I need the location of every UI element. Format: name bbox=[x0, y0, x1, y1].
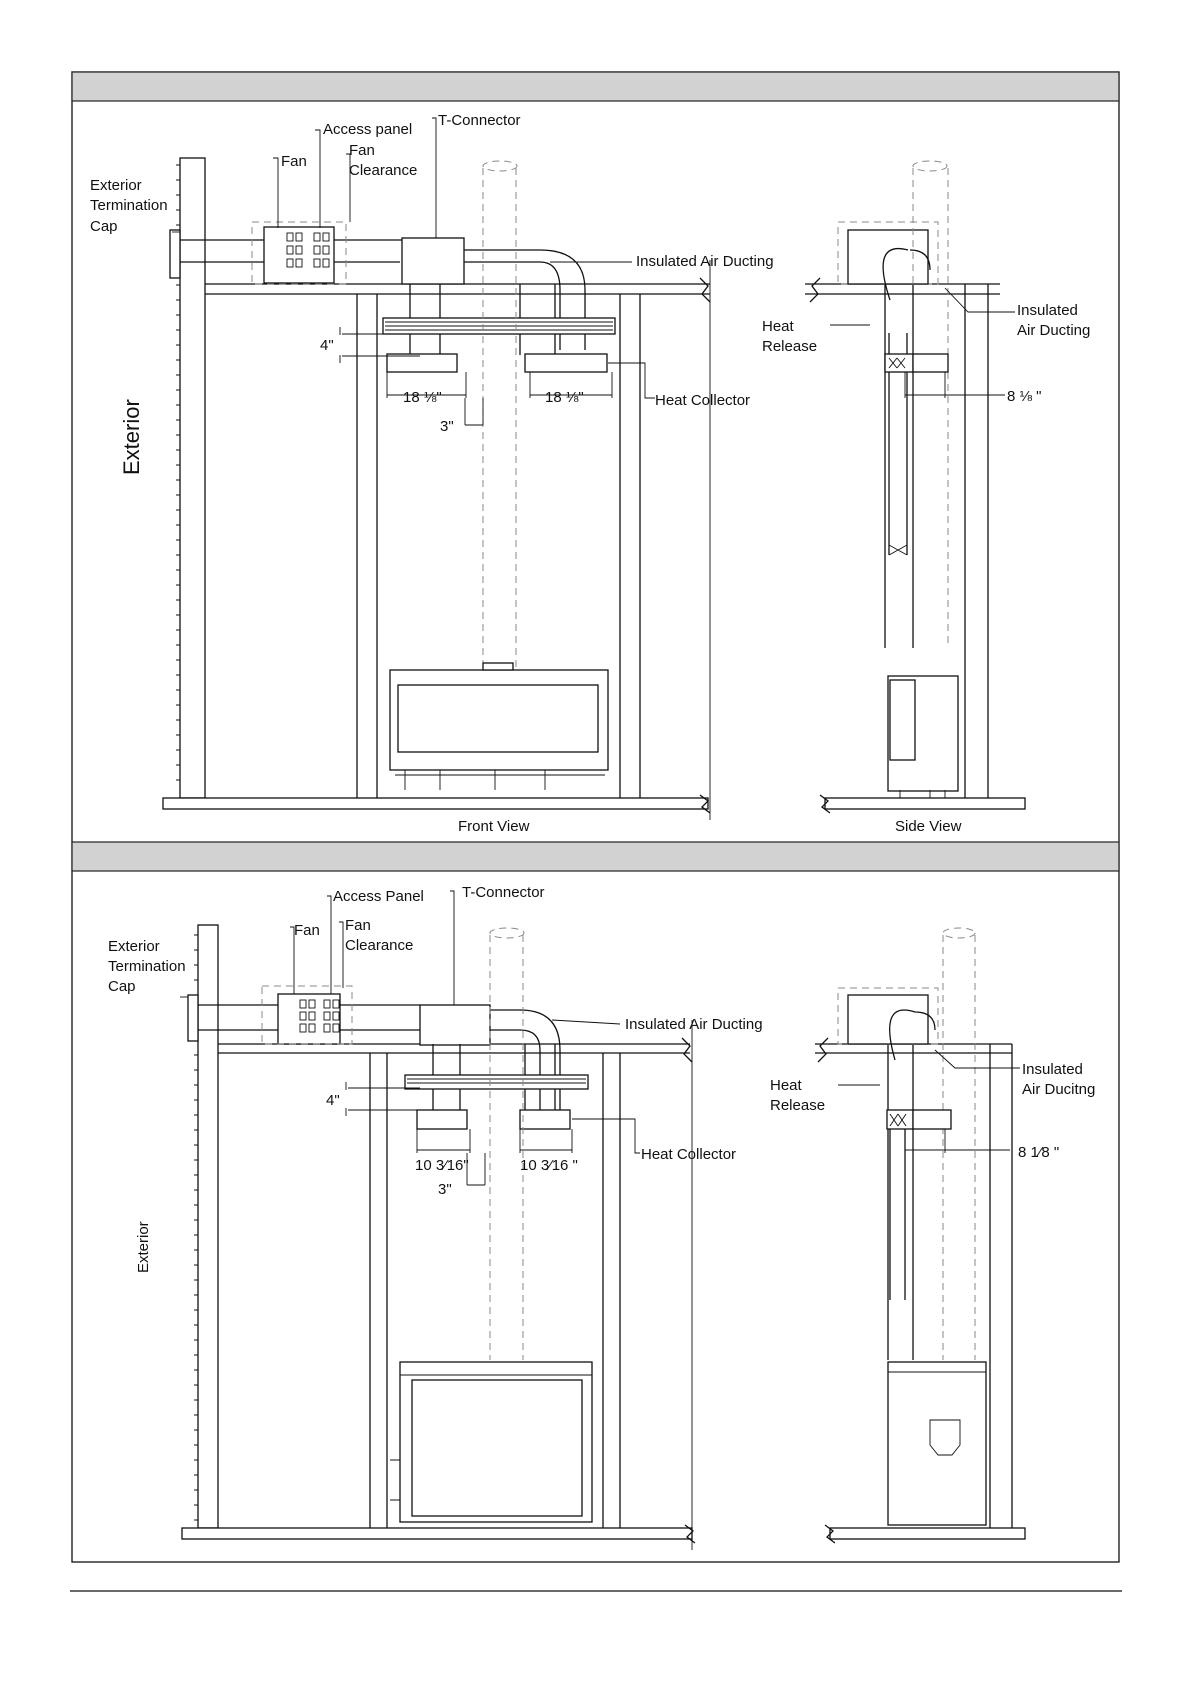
dim-label-gap: 4" bbox=[320, 337, 334, 354]
dim-label-collector-right-b: 10 3⁄16 " bbox=[520, 1157, 578, 1174]
label-insulated-air-ducting-side-2: Air Ducting bbox=[1017, 322, 1091, 339]
label-t-connector: T-Connector bbox=[438, 112, 521, 129]
label-side-view: Side View bbox=[895, 818, 962, 835]
t-connector bbox=[402, 238, 464, 284]
heat-collector-right bbox=[525, 354, 607, 372]
heat-collector-left-bottom bbox=[417, 1110, 467, 1129]
exterior-wall-bottom bbox=[198, 925, 218, 1528]
bottom-section-header-bar bbox=[72, 842, 1119, 871]
label-insulated-air-ducting-side-b1: Insulated bbox=[1022, 1061, 1083, 1078]
label-exterior-termination-cap-1: Exterior bbox=[90, 177, 142, 194]
dim-label-depth-b: 8 1⁄8 " bbox=[1018, 1144, 1060, 1161]
heat-collector-left bbox=[387, 354, 457, 372]
label-exterior-termination-cap-b3: Cap bbox=[108, 978, 136, 995]
bottom-front-view bbox=[182, 925, 695, 1550]
label-heat-release-b1: Heat bbox=[770, 1077, 802, 1094]
label-heat-collector-b: Heat Collector bbox=[641, 1146, 737, 1163]
insulated-air-duct-curve bbox=[464, 250, 585, 350]
dim-label-gap-b: 4" bbox=[326, 1092, 340, 1109]
diagram-frame bbox=[72, 72, 1119, 1562]
label-heat-release-2: Release bbox=[762, 338, 818, 355]
top-front-view bbox=[163, 158, 710, 820]
dim-label-collector-right: 18 ⅛" bbox=[545, 389, 584, 406]
bottom-side-view bbox=[815, 928, 1025, 1543]
label-t-connector-b: T-Connector bbox=[462, 884, 545, 901]
bottom-labels bbox=[108, 884, 1095, 1273]
label-heat-release-1: Heat bbox=[762, 318, 794, 335]
label-insulated-air-ducting: Insulated Air Ducting bbox=[636, 253, 774, 270]
label-fan-clearance-b1: Fan bbox=[345, 917, 371, 934]
fireplace-unit-bottom bbox=[400, 1362, 592, 1522]
label-exterior-termination-cap-2: Termination bbox=[90, 197, 168, 214]
fireplace-side-bottom bbox=[888, 1362, 986, 1525]
top-section-header-bar bbox=[72, 72, 1119, 101]
label-fan-b: Fan bbox=[294, 922, 320, 939]
t-connector-bottom bbox=[420, 1005, 490, 1045]
label-insulated-air-ducting-b: Insulated Air Ducting bbox=[625, 1016, 763, 1033]
exterior-wall bbox=[180, 158, 205, 798]
dim-label-offset-b: 3" bbox=[438, 1181, 452, 1198]
label-fan-clearance-b2: Clearance bbox=[345, 937, 414, 954]
label-fan-clearance-1: Fan bbox=[349, 142, 375, 159]
label-heat-release-b2: Release bbox=[770, 1097, 826, 1114]
label-exterior-termination-cap-b2: Termination bbox=[108, 958, 186, 975]
label-exterior-termination-cap-3: Cap bbox=[90, 218, 118, 235]
label-front-view: Front View bbox=[458, 818, 530, 835]
label-exterior: Exterior bbox=[119, 399, 144, 475]
label-fan-clearance-2: Clearance bbox=[349, 162, 418, 179]
label-exterior-b: Exterior bbox=[135, 1221, 152, 1273]
fan-box bbox=[264, 227, 334, 283]
label-fan: Fan bbox=[281, 153, 307, 170]
heat-collector-right-bottom bbox=[520, 1110, 570, 1129]
label-heat-collector: Heat Collector bbox=[655, 392, 751, 409]
dim-label-depth: 8 ⅛ " bbox=[1007, 388, 1042, 405]
dim-label-collector-left: 18 ⅛" bbox=[403, 389, 442, 406]
fireplace-side bbox=[888, 676, 958, 791]
exterior-termination-cap bbox=[170, 230, 180, 278]
label-insulated-air-ducting-side-b2: Air Ducitng bbox=[1022, 1081, 1096, 1098]
label-exterior-termination-cap-b1: Exterior bbox=[108, 938, 160, 955]
label-access-panel-b: Access Panel bbox=[333, 888, 424, 905]
label-access-panel: Access panel bbox=[323, 121, 413, 138]
label-insulated-air-ducting-side-1: Insulated bbox=[1017, 302, 1078, 319]
dim-label-collector-left-b: 10 3⁄16" bbox=[415, 1157, 469, 1174]
top-side-view bbox=[805, 161, 1025, 813]
exterior-termination-cap-bottom bbox=[188, 995, 198, 1041]
dim-label-offset: 3" bbox=[440, 418, 454, 435]
